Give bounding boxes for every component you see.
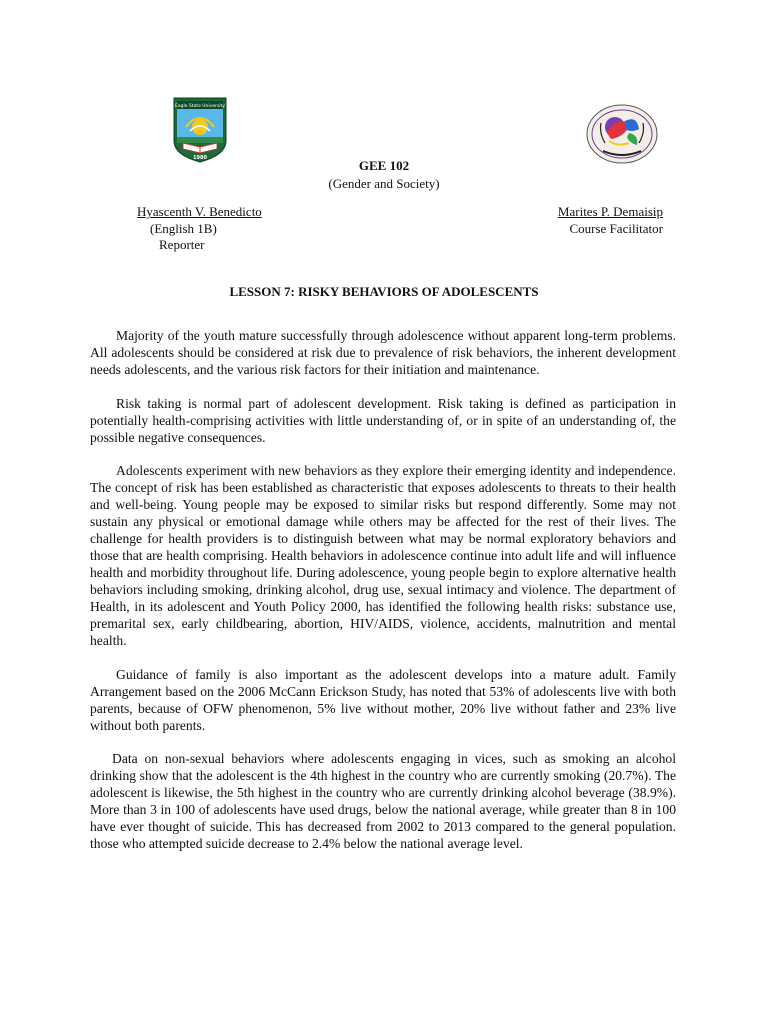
lesson-body <box>90 327 676 869</box>
course-code: GEE 102 <box>358 158 410 173</box>
paragraph-non-sexual-behaviors: Data on non-sexual behaviors where adolescents engaging in vices, such as smoking an alcohol drinking show that the adolescent is the 4th highest in the country who are currently smoking (20.7%). The adolescent is likewise, the 5th highest in the country who are currently drinking alcohol beverage (38.9%). More than 3 in 100 of adolescents have used drugs, below the national average, while greater than 8 in 100 have ever thought of suicide. This has decreased from 2002 to 2013 compared to the general population. those who attempted suicide decrease to 2.4% below the national average level. <box>90 751 676 851</box>
facilitator-name: Marites P. Demaisip <box>557 204 663 219</box>
reporter-section: (English 1B) <box>150 220 217 236</box>
svg-text:1980: 1980 <box>193 155 207 161</box>
course-title: (Gender and Society) <box>328 176 440 191</box>
lesson-title: LESSON 7: RISKY BEHAVIORS OF ADOLESCENTS <box>229 284 539 299</box>
svg-text:Eagle State University: Eagle State University <box>175 104 225 109</box>
paragraph-experiment: Adolescents experiment with new behaviors as they explore their emerging identity and independence. The concept of risk has been established as characteristic that exposes adolescents to threats to their health and well-being. Young people may be exposed to similar risks but respond differently. Some may not sustain any physical or emotional damage while others may be affected for the rest of their lives. The challenge for health providers is to distinguish between what may be normal exploratory behaviors and those that are health comprising. Health behaviors in adolescence continue into adult life and will influence health and morbidity throughout life. During adolescence, young people begin to explore alternative health behaviors including smoking, drinking alcohol, drug use, sexual intimacy and violence. The department of Health, in its adolescent and Youth Policy 2000, has identified the following health risks: substance use, premarital sex, early childbearing, abortion, HIV/AIDS, violence, accidents, malnutrition and mental health. <box>90 463 676 648</box>
reporter-block <box>137 204 262 254</box>
reporter-role: Reporter <box>159 237 205 252</box>
paragraph-family-guidance: Guidance of family is also important as the adolescent develops into a mature adult. Family Arrangement based on the 2006 McCann Erickson Study, has noted that 53% of adolescents live with both parents, because of OFW phenomenon, 5% live without mother, 20% live without father and 23% live without both parents. <box>90 666 676 733</box>
paragraph-risk-taking: Risk taking is normal part of adolescent development. Risk taking is defined as participation in potentially health-comprising activities with little understanding of, or in spite of an understanding of, the possible negative consequences. <box>90 395 676 445</box>
facilitator-block <box>558 204 663 237</box>
department-emblem-icon <box>585 103 659 165</box>
university-seal-icon <box>173 97 227 163</box>
facilitator-role: Course Facilitator <box>569 220 663 236</box>
reporter-name: Hyascenth V. Benedicto <box>137 204 262 219</box>
paragraph-intro: Majority of the youth mature successfully through adolescence without apparent long-term problems. All adolescents should be considered at risk due to prevalence of risk behaviors, the inherent development needs adolescents, and the various risk factors for their initiation and maintenance. <box>90 328 676 377</box>
